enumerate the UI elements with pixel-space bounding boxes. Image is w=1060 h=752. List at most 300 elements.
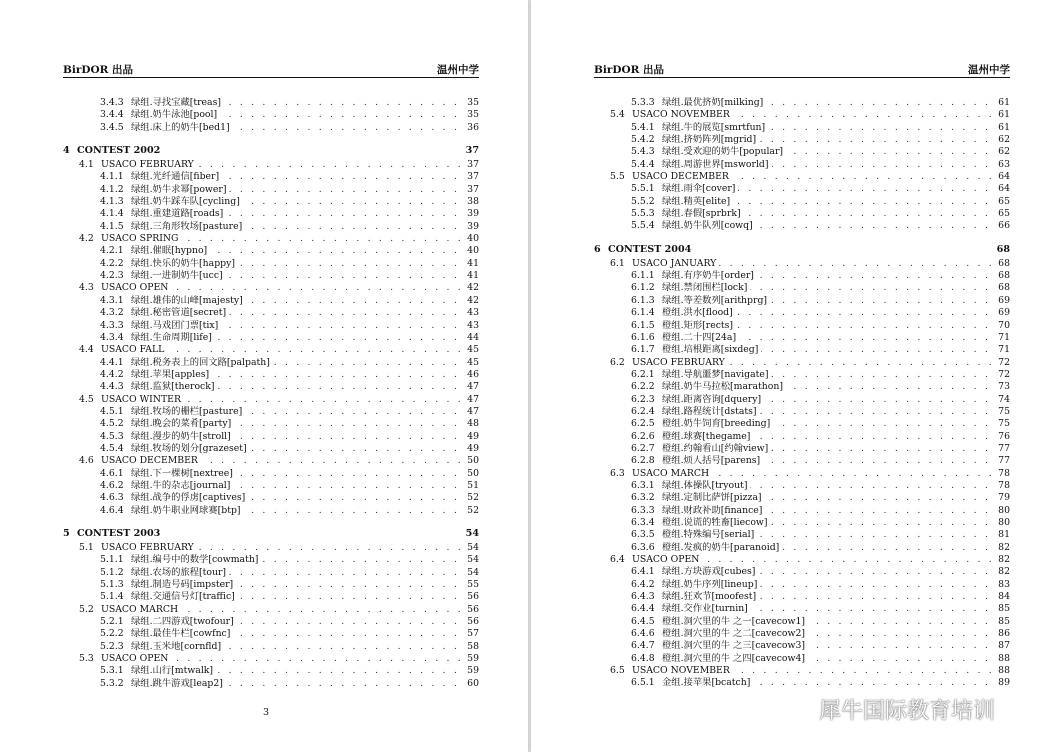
toc-subsection[interactable] bbox=[63, 357, 479, 369]
toc-subsection[interactable] bbox=[594, 220, 1010, 232]
toc-number: 6.2.2 bbox=[631, 381, 655, 393]
toc-subsection[interactable] bbox=[63, 554, 479, 566]
toc-number: 5.1.2 bbox=[100, 566, 124, 578]
toc-page: 37 bbox=[464, 171, 479, 183]
toc-number: 4.5.1 bbox=[100, 405, 124, 417]
toc-number: 6.2 bbox=[610, 356, 625, 368]
toc-page: 84 bbox=[995, 591, 1010, 603]
toc-subsection[interactable] bbox=[63, 320, 479, 332]
toc-subsection[interactable] bbox=[63, 579, 479, 591]
toc-page: 42 bbox=[464, 282, 479, 294]
toc-page: 39 bbox=[464, 208, 479, 220]
toc-page: 72 bbox=[995, 357, 1010, 369]
toc-title-leader bbox=[131, 184, 465, 196]
toc-page: 61 bbox=[995, 109, 1010, 121]
toc-title: 绿组.秘密管道[secret] bbox=[131, 307, 229, 318]
toc-subsection[interactable] bbox=[594, 406, 1010, 418]
toc-title: CONTEST 2002 bbox=[77, 145, 163, 156]
toc-title: USACO OPEN bbox=[101, 282, 171, 293]
toc-number: 6.3.4 bbox=[631, 517, 655, 528]
toc-title: 绿组.床上的奶牛[bed1] bbox=[131, 122, 233, 133]
toc-title: 绿组.奶牛队列[cowq] bbox=[662, 220, 756, 231]
toc-section[interactable] bbox=[63, 455, 479, 467]
toc-title-leader bbox=[131, 418, 465, 430]
toc-page: 69 bbox=[995, 307, 1010, 319]
toc-subsection[interactable] bbox=[63, 381, 479, 393]
table-of-contents bbox=[63, 97, 479, 690]
toc-subsection[interactable] bbox=[63, 665, 479, 677]
toc-subsection[interactable] bbox=[594, 653, 1010, 665]
toc-page: 87 bbox=[995, 640, 1010, 652]
toc-number: 4.5.3 bbox=[100, 430, 124, 442]
toc-title-leader bbox=[101, 653, 465, 665]
toc-section[interactable] bbox=[63, 344, 479, 356]
toc-number: 4.3.1 bbox=[100, 294, 124, 306]
toc-number: 5.5.2 bbox=[631, 195, 655, 207]
toc-subsection[interactable] bbox=[594, 529, 1010, 541]
toc-number: 6.2.7 bbox=[631, 442, 655, 454]
toc-number: 5.3.1 bbox=[100, 665, 124, 677]
toc-subsection[interactable] bbox=[594, 517, 1010, 529]
toc-title: 橙组.特殊编号[serial] bbox=[662, 529, 757, 540]
right-page bbox=[531, 0, 1060, 752]
toc-title-leader bbox=[662, 455, 996, 467]
toc-title-leader bbox=[662, 295, 996, 307]
toc-title-leader bbox=[101, 159, 465, 171]
toc-number: 6.1.2 bbox=[631, 282, 655, 294]
toc-title: 绿组.编号中的数学[cowmath] bbox=[131, 554, 261, 565]
toc-title-leader bbox=[662, 122, 996, 134]
toc-subsection[interactable] bbox=[63, 567, 479, 579]
toc-number: 6.4.1 bbox=[631, 566, 655, 578]
toc-page: 49 bbox=[464, 431, 479, 443]
toc-section[interactable] bbox=[63, 653, 479, 665]
toc-title-leader bbox=[662, 344, 996, 356]
toc-subsection[interactable] bbox=[594, 369, 1010, 381]
toc-page: 54 bbox=[464, 542, 479, 554]
toc-subsection[interactable] bbox=[63, 208, 479, 220]
toc-number: 4.1.5 bbox=[100, 220, 124, 232]
toc-title-leader bbox=[662, 220, 996, 232]
toc-title: USACO OPEN bbox=[632, 554, 702, 565]
toc-title-leader bbox=[131, 245, 465, 257]
toc-page: 54 bbox=[464, 554, 479, 566]
toc-section[interactable] bbox=[63, 604, 479, 616]
toc-title-leader bbox=[131, 480, 465, 492]
toc-number: 4.3.4 bbox=[100, 331, 124, 343]
toc-page: 68 bbox=[994, 242, 1010, 258]
toc-title-leader bbox=[131, 567, 465, 579]
toc-title: USACO FALL bbox=[101, 344, 167, 355]
toc-subsection[interactable] bbox=[63, 221, 479, 233]
toc-title-leader bbox=[131, 270, 465, 282]
toc-number: 6.4.4 bbox=[631, 603, 655, 615]
toc-title-leader bbox=[632, 468, 996, 480]
toc-subsection[interactable] bbox=[63, 443, 479, 455]
toc-number: 5.5.4 bbox=[631, 220, 655, 232]
toc-subsection[interactable] bbox=[594, 603, 1010, 615]
toc-title-leader bbox=[662, 616, 996, 628]
toc-title-leader bbox=[131, 443, 465, 455]
toc-subsection[interactable] bbox=[63, 270, 479, 282]
toc-title-leader bbox=[662, 492, 996, 504]
toc-section[interactable] bbox=[594, 665, 1010, 677]
toc-section[interactable] bbox=[63, 233, 479, 245]
toc-title-leader bbox=[662, 505, 996, 517]
toc-title: 绿组.重建道路[roads] bbox=[131, 208, 226, 219]
toc-title: 绿组.受欢迎的奶牛[popular] bbox=[662, 146, 786, 157]
toc-title-leader bbox=[632, 171, 996, 183]
toc-number: 6.3.5 bbox=[631, 529, 655, 541]
toc-title-leader bbox=[101, 233, 465, 245]
toc-subsection[interactable] bbox=[63, 196, 479, 208]
toc-subsection[interactable] bbox=[63, 122, 479, 134]
toc-subsection[interactable] bbox=[594, 591, 1010, 603]
toc-page: 60 bbox=[464, 678, 479, 690]
toc-page: 54 bbox=[464, 567, 479, 579]
toc-title-leader bbox=[662, 406, 996, 418]
toc-title-leader bbox=[131, 406, 465, 418]
toc-section[interactable] bbox=[63, 159, 479, 171]
toc-title-leader bbox=[662, 603, 996, 615]
toc-subsection[interactable] bbox=[63, 332, 479, 344]
toc-title: 绿组.方块游戏[cubes] bbox=[662, 566, 758, 577]
toc-title: 绿组.奶牛马拉松[marathon] bbox=[662, 381, 786, 392]
toc-number: 4.6.2 bbox=[100, 479, 124, 491]
toc-page: 76 bbox=[995, 431, 1010, 443]
toc-page: 41 bbox=[464, 270, 479, 282]
toc-title: 绿组.一进制奶牛[ucc] bbox=[131, 270, 226, 281]
toc-page: 82 bbox=[995, 566, 1010, 578]
toc-title: 绿组.马戏团门票[tix] bbox=[131, 320, 221, 331]
toc-title: 绿组.挤奶阵列[mgrid] bbox=[662, 134, 759, 145]
toc-subsection[interactable] bbox=[63, 678, 479, 690]
toc-page: 88 bbox=[995, 653, 1010, 665]
toc-subsection[interactable] bbox=[594, 282, 1010, 294]
toc-number: 4.1.2 bbox=[100, 183, 124, 195]
toc-number: 5.5 bbox=[610, 171, 625, 183]
toc-page: 50 bbox=[464, 468, 479, 480]
toc-title: 绿组.禁闭围栏[lock] bbox=[662, 282, 750, 293]
toc-number: 6.4.7 bbox=[631, 640, 655, 652]
toc-page: 59 bbox=[464, 653, 479, 665]
toc-title: 绿组.定制比萨饼[pizza] bbox=[662, 492, 765, 503]
toc-subsection[interactable] bbox=[594, 480, 1010, 492]
toc-title: 绿组.交作业[turnin] bbox=[662, 603, 751, 614]
toc-title: 绿组.雄伟的山峰[majesty] bbox=[131, 295, 246, 306]
toc-number: 6.2.4 bbox=[631, 405, 655, 417]
toc-section[interactable] bbox=[594, 468, 1010, 480]
toc-title: 橙组.奶牛饲育[breeding] bbox=[662, 418, 773, 429]
toc-title: USACO FEBRUARY bbox=[101, 542, 197, 553]
toc-number: 5.4 bbox=[610, 109, 625, 121]
toc-subsection[interactable] bbox=[63, 184, 479, 196]
toc-number: 6.1.3 bbox=[631, 294, 655, 306]
toc-subsection[interactable] bbox=[594, 616, 1010, 628]
toc-subsection[interactable] bbox=[63, 505, 479, 517]
toc-number: 5.2 bbox=[79, 603, 94, 615]
toc-page: 80 bbox=[995, 505, 1010, 517]
toc-page: 86 bbox=[995, 628, 1010, 640]
toc-title: 橙组.洞穴里的牛 之一[cavecow1] bbox=[662, 616, 808, 627]
toc-title: 绿组.战争的俘虏[captives] bbox=[131, 492, 248, 503]
toc-section[interactable] bbox=[63, 282, 479, 294]
toc-title: 绿组.跳牛游戏[leap2] bbox=[131, 678, 226, 689]
toc-subsection[interactable] bbox=[594, 295, 1010, 307]
toc-subsection[interactable] bbox=[594, 640, 1010, 652]
toc-title: 橙组.洪水[flood] bbox=[662, 307, 736, 318]
toc-title-leader bbox=[662, 517, 996, 529]
toc-title: 绿组.牛的杂志[journal] bbox=[131, 480, 233, 491]
toc-page: 47 bbox=[464, 381, 479, 393]
toc-subsection[interactable] bbox=[63, 480, 479, 492]
toc-subsection[interactable] bbox=[63, 641, 479, 653]
toc-number: 5.1.1 bbox=[100, 554, 124, 566]
toc-title: USACO NOVEMBER bbox=[632, 109, 733, 120]
toc-title-leader bbox=[131, 171, 465, 183]
toc-page: 51 bbox=[464, 480, 479, 492]
toc-title-leader bbox=[131, 492, 465, 504]
toc-page: 59 bbox=[464, 665, 479, 677]
toc-title: 绿组.体操队[tryout] bbox=[662, 480, 750, 491]
toc-title: 橙组.二十四[24a] bbox=[662, 332, 739, 343]
toc-title-leader bbox=[662, 307, 996, 319]
toc-subsection[interactable] bbox=[63, 431, 479, 443]
toc-title: 绿组.交通信号灯[traffic] bbox=[131, 591, 238, 602]
toc-title-leader bbox=[662, 542, 996, 554]
toc-page: 64 bbox=[995, 171, 1010, 183]
toc-title-leader bbox=[101, 542, 465, 554]
toc-title-leader bbox=[662, 196, 996, 208]
header-left: BirDOR 出品 bbox=[594, 64, 665, 76]
toc-number: 6.1.1 bbox=[631, 270, 655, 282]
toc-number: 6.1.4 bbox=[631, 307, 655, 319]
toc-number: 5.2.3 bbox=[100, 640, 124, 652]
toc-title-leader bbox=[131, 369, 465, 381]
toc-title-leader bbox=[662, 320, 996, 332]
toc-title: 绿组.二四游戏[twofour] bbox=[131, 616, 237, 627]
toc-page: 75 bbox=[995, 406, 1010, 418]
toc-page: 50 bbox=[464, 455, 479, 467]
toc-number: 6.2.8 bbox=[631, 455, 655, 467]
toc-page: 57 bbox=[464, 628, 479, 640]
toc-subsection[interactable] bbox=[594, 455, 1010, 467]
toc-subsection[interactable] bbox=[594, 146, 1010, 158]
toc-subsection[interactable] bbox=[594, 381, 1010, 393]
toc-section[interactable] bbox=[594, 258, 1010, 270]
toc-chapter[interactable] bbox=[594, 242, 1010, 258]
toc-page: 62 bbox=[995, 146, 1010, 158]
toc-number: 5.4.1 bbox=[631, 121, 655, 133]
toc-subsection[interactable] bbox=[63, 616, 479, 628]
toc-title: CONTEST 2004 bbox=[608, 244, 694, 255]
toc-section[interactable] bbox=[63, 542, 479, 554]
toc-title: 绿组.狂欢节[moofest] bbox=[662, 591, 759, 602]
toc-title: 绿组.奶牛求幂[power] bbox=[131, 184, 229, 195]
toc-page: 61 bbox=[995, 122, 1010, 134]
toc-page: 71 bbox=[995, 332, 1010, 344]
toc-section[interactable] bbox=[594, 357, 1010, 369]
toc-title-leader bbox=[662, 653, 996, 665]
toc-subsection[interactable] bbox=[63, 468, 479, 480]
toc-number: 6.4.2 bbox=[631, 578, 655, 590]
toc-title-leader bbox=[131, 641, 465, 653]
toc-number: 5 bbox=[63, 528, 70, 539]
toc-page: 44 bbox=[464, 332, 479, 344]
toc-title: 绿组.下一棵树[nextree] bbox=[131, 468, 236, 479]
toc-title: 绿组.财政补助[finance] bbox=[662, 505, 765, 516]
toc-number: 4.2.2 bbox=[100, 257, 124, 269]
toc-title-leader bbox=[632, 357, 996, 369]
toc-subsection[interactable] bbox=[63, 406, 479, 418]
toc-page: 52 bbox=[464, 505, 479, 517]
toc-number: 6.4.3 bbox=[631, 591, 655, 603]
toc-subsection[interactable] bbox=[594, 208, 1010, 220]
toc-page: 85 bbox=[995, 603, 1010, 615]
toc-title-leader bbox=[662, 591, 996, 603]
toc-title-leader bbox=[101, 604, 465, 616]
toc-subsection[interactable] bbox=[594, 332, 1010, 344]
toc-section[interactable] bbox=[63, 394, 479, 406]
toc-number: 5.1 bbox=[79, 542, 94, 553]
toc-subsection[interactable] bbox=[594, 183, 1010, 195]
toc-number: 5.1.3 bbox=[100, 579, 124, 591]
toc-page: 40 bbox=[464, 245, 479, 257]
toc-subsection[interactable] bbox=[63, 109, 479, 121]
watermark-text: 犀牛国际教育培训 bbox=[819, 699, 996, 724]
toc-subsection[interactable] bbox=[63, 591, 479, 603]
toc-chapter[interactable] bbox=[63, 143, 479, 159]
toc-title: 绿组.玉米地[cornfld] bbox=[131, 641, 224, 652]
toc-title: 橙组.矩形[rects] bbox=[662, 320, 736, 331]
toc-page: 71 bbox=[995, 344, 1010, 356]
toc-subsection[interactable] bbox=[594, 418, 1010, 430]
toc-title-leader bbox=[632, 554, 996, 566]
toc-subsection[interactable] bbox=[594, 566, 1010, 578]
toc-title: 绿组.周游世界[msworld] bbox=[662, 159, 772, 170]
toc-title: 绿组.有序奶牛[order] bbox=[662, 270, 757, 281]
toc-title: USACO JANUARY bbox=[632, 258, 719, 269]
toc-title-leader bbox=[662, 566, 996, 578]
toc-title-leader bbox=[131, 295, 465, 307]
toc-subsection[interactable] bbox=[594, 542, 1010, 554]
toc-title: 橙组.洞穴里的牛 之四[cavecow4] bbox=[662, 653, 808, 664]
toc-page: 46 bbox=[464, 369, 479, 381]
toc-subsection[interactable] bbox=[63, 628, 479, 640]
toc-title-leader bbox=[662, 159, 996, 171]
toc-subsection[interactable] bbox=[63, 418, 479, 430]
toc-subsection[interactable] bbox=[594, 320, 1010, 332]
toc-title-leader bbox=[131, 468, 465, 480]
toc-title: USACO FEBRUARY bbox=[101, 159, 197, 170]
toc-number: 6.2.1 bbox=[631, 368, 655, 380]
toc-page: 61 bbox=[995, 97, 1010, 109]
toc-title-leader bbox=[662, 480, 996, 492]
toc-title-leader bbox=[662, 146, 996, 158]
toc-subsection[interactable] bbox=[594, 394, 1010, 406]
toc-page: 54 bbox=[463, 526, 479, 542]
toc-number: 4.6 bbox=[79, 455, 94, 467]
toc-subsection[interactable] bbox=[594, 97, 1010, 109]
toc-number: 4.6.3 bbox=[100, 492, 124, 504]
toc-number: 6.4 bbox=[610, 554, 625, 566]
toc-subsection[interactable] bbox=[594, 431, 1010, 443]
toc-page: 47 bbox=[464, 406, 479, 418]
toc-number: 3.4.3 bbox=[100, 97, 124, 108]
toc-subsection[interactable] bbox=[63, 295, 479, 307]
toc-number: 3.4.4 bbox=[100, 109, 124, 121]
toc-page: 77 bbox=[995, 443, 1010, 455]
toc-subsection[interactable] bbox=[594, 677, 1010, 689]
toc-title-leader bbox=[662, 270, 996, 282]
toc-subsection[interactable] bbox=[594, 159, 1010, 171]
toc-title-leader bbox=[131, 357, 465, 369]
toc-number: 5.3.3 bbox=[631, 97, 655, 108]
toc-page: 56 bbox=[464, 604, 479, 616]
toc-title-leader bbox=[632, 258, 996, 270]
toc-subsection[interactable] bbox=[594, 122, 1010, 134]
toc-subsection[interactable] bbox=[594, 196, 1010, 208]
toc-page: 48 bbox=[464, 418, 479, 430]
toc-subsection[interactable] bbox=[594, 579, 1010, 591]
toc-number: 5.2.2 bbox=[100, 628, 124, 640]
toc-section[interactable] bbox=[594, 171, 1010, 183]
toc-chapter[interactable] bbox=[63, 526, 479, 542]
toc-page: 37 bbox=[464, 184, 479, 196]
toc-page: 35 bbox=[464, 109, 479, 121]
toc-subsection[interactable] bbox=[63, 171, 479, 183]
toc-title-leader bbox=[101, 455, 465, 467]
toc-title: USACO OPEN bbox=[101, 653, 171, 664]
toc-subsection[interactable] bbox=[63, 258, 479, 270]
toc-title-leader bbox=[662, 183, 996, 195]
toc-subsection[interactable] bbox=[594, 628, 1010, 640]
toc-subsection[interactable] bbox=[594, 344, 1010, 356]
toc-title: 绿组.催眠[hypno] bbox=[131, 245, 210, 256]
toc-title-leader bbox=[662, 529, 996, 541]
toc-section[interactable] bbox=[594, 109, 1010, 121]
toc-title-leader bbox=[131, 628, 465, 640]
toc-title-leader bbox=[662, 208, 996, 220]
toc-title: 金组.接苹果[bcatch] bbox=[662, 677, 753, 688]
header-left: BirDOR 出品 bbox=[63, 64, 134, 76]
toc-subsection[interactable] bbox=[594, 443, 1010, 455]
toc-number: 4.6.1 bbox=[100, 467, 124, 479]
toc-page: 39 bbox=[464, 221, 479, 233]
toc-subsection[interactable] bbox=[594, 307, 1010, 319]
toc-title: USACO WINTER bbox=[101, 394, 184, 405]
toc-subsection[interactable] bbox=[63, 492, 479, 504]
toc-title-leader bbox=[131, 431, 465, 443]
toc-title: 绿组.雨伞[cover] bbox=[662, 183, 738, 194]
toc-subsection[interactable] bbox=[594, 505, 1010, 517]
toc-number: 5.3.2 bbox=[100, 677, 124, 689]
toc-subsection[interactable] bbox=[594, 270, 1010, 282]
toc-title: 橙组.约翰看山[约翰view] bbox=[662, 443, 771, 454]
toc-title: 绿组.路程统计[dstats] bbox=[662, 406, 760, 417]
toc-subsection[interactable] bbox=[63, 307, 479, 319]
toc-subsection[interactable] bbox=[63, 245, 479, 257]
toc-title: 绿组.三角形牧场[pasture] bbox=[131, 221, 245, 232]
toc-page: 68 bbox=[995, 282, 1010, 294]
toc-subsection[interactable] bbox=[63, 369, 479, 381]
toc-section[interactable] bbox=[594, 554, 1010, 566]
toc-page: 82 bbox=[995, 554, 1010, 566]
toc-subsection[interactable] bbox=[63, 97, 479, 109]
toc-subsection[interactable] bbox=[594, 492, 1010, 504]
toc-number: 6.3.2 bbox=[631, 492, 655, 504]
toc-subsection[interactable] bbox=[594, 134, 1010, 146]
